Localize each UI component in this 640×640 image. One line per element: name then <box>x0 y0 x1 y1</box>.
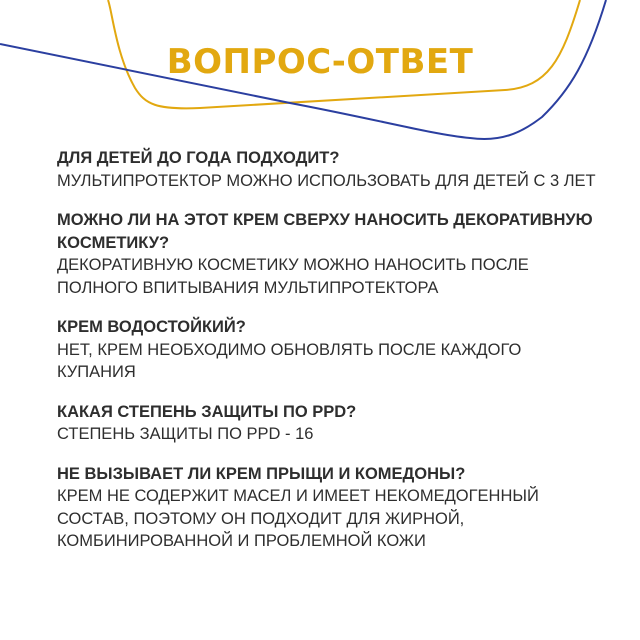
faq-question: НЕ ВЫЗЫВАЕТ ЛИ КРЕМ ПРЫЩИ И КОМЕДОНЫ? <box>57 464 466 483</box>
faq-item <box>57 147 602 192</box>
faq-item <box>57 463 602 553</box>
faq-list <box>57 147 602 553</box>
faq-question: ДЛЯ ДЕТЕЙ ДО ГОДА ПОДХОДИТ? <box>57 149 340 167</box>
faq-item <box>57 316 602 384</box>
faq-item <box>57 209 602 299</box>
faq-answer: ДЕКОРАТИВНУЮ КОСМЕТИКУ МОЖНО НАНОСИТЬ ПОСЛЕ ПОЛНОГО ВПИТЫВАНИЯ МУЛЬТИПРОТЕКТОРА <box>57 256 529 297</box>
faq-answer: НЕТ, КРЕМ НЕОБХОДИМО ОБНОВЛЯТЬ ПОСЛЕ КАЖДОГО КУПАНИЯ <box>57 340 522 381</box>
faq-item <box>57 401 602 446</box>
faq-question: КРЕМ ВОДОСТОЙКИЙ? <box>57 318 246 336</box>
faq-question: МОЖНО ЛИ НА ЭТОТ КРЕМ СВЕРХУ НАНОСИТЬ ДЕКОРАТИВНУЮ КОСМЕТИКУ? <box>57 211 593 252</box>
faq-question: КАКАЯ СТЕПЕНЬ ЗАЩИТЫ ПО PPD? <box>57 402 357 421</box>
faq-answer: СТЕПЕНЬ ЗАЩИТЫ ПО PPD - 16 <box>57 425 314 443</box>
faq-answer: КРЕМ НЕ СОДЕРЖИТ МАСЕЛ И ИМЕЕТ НЕКОМЕДОГЕННЫЙ СОСТАВ, ПОЭТОМУ ОН ПОДХОДИТ ДЛЯ ЖИРНОЙ, КОМБИНИРОВАННОЙ И ПРОБЛЕМНОЙ КОЖИ <box>57 487 539 550</box>
page-title: ВОПРОС-ОТВЕТ <box>166 42 474 82</box>
faq-answer: МУЛЬТИПРОТЕКТОР МОЖНО ИСПОЛЬЗОВАТЬ ДЛЯ ДЕТЕЙ С 3 ЛЕТ <box>57 171 596 190</box>
